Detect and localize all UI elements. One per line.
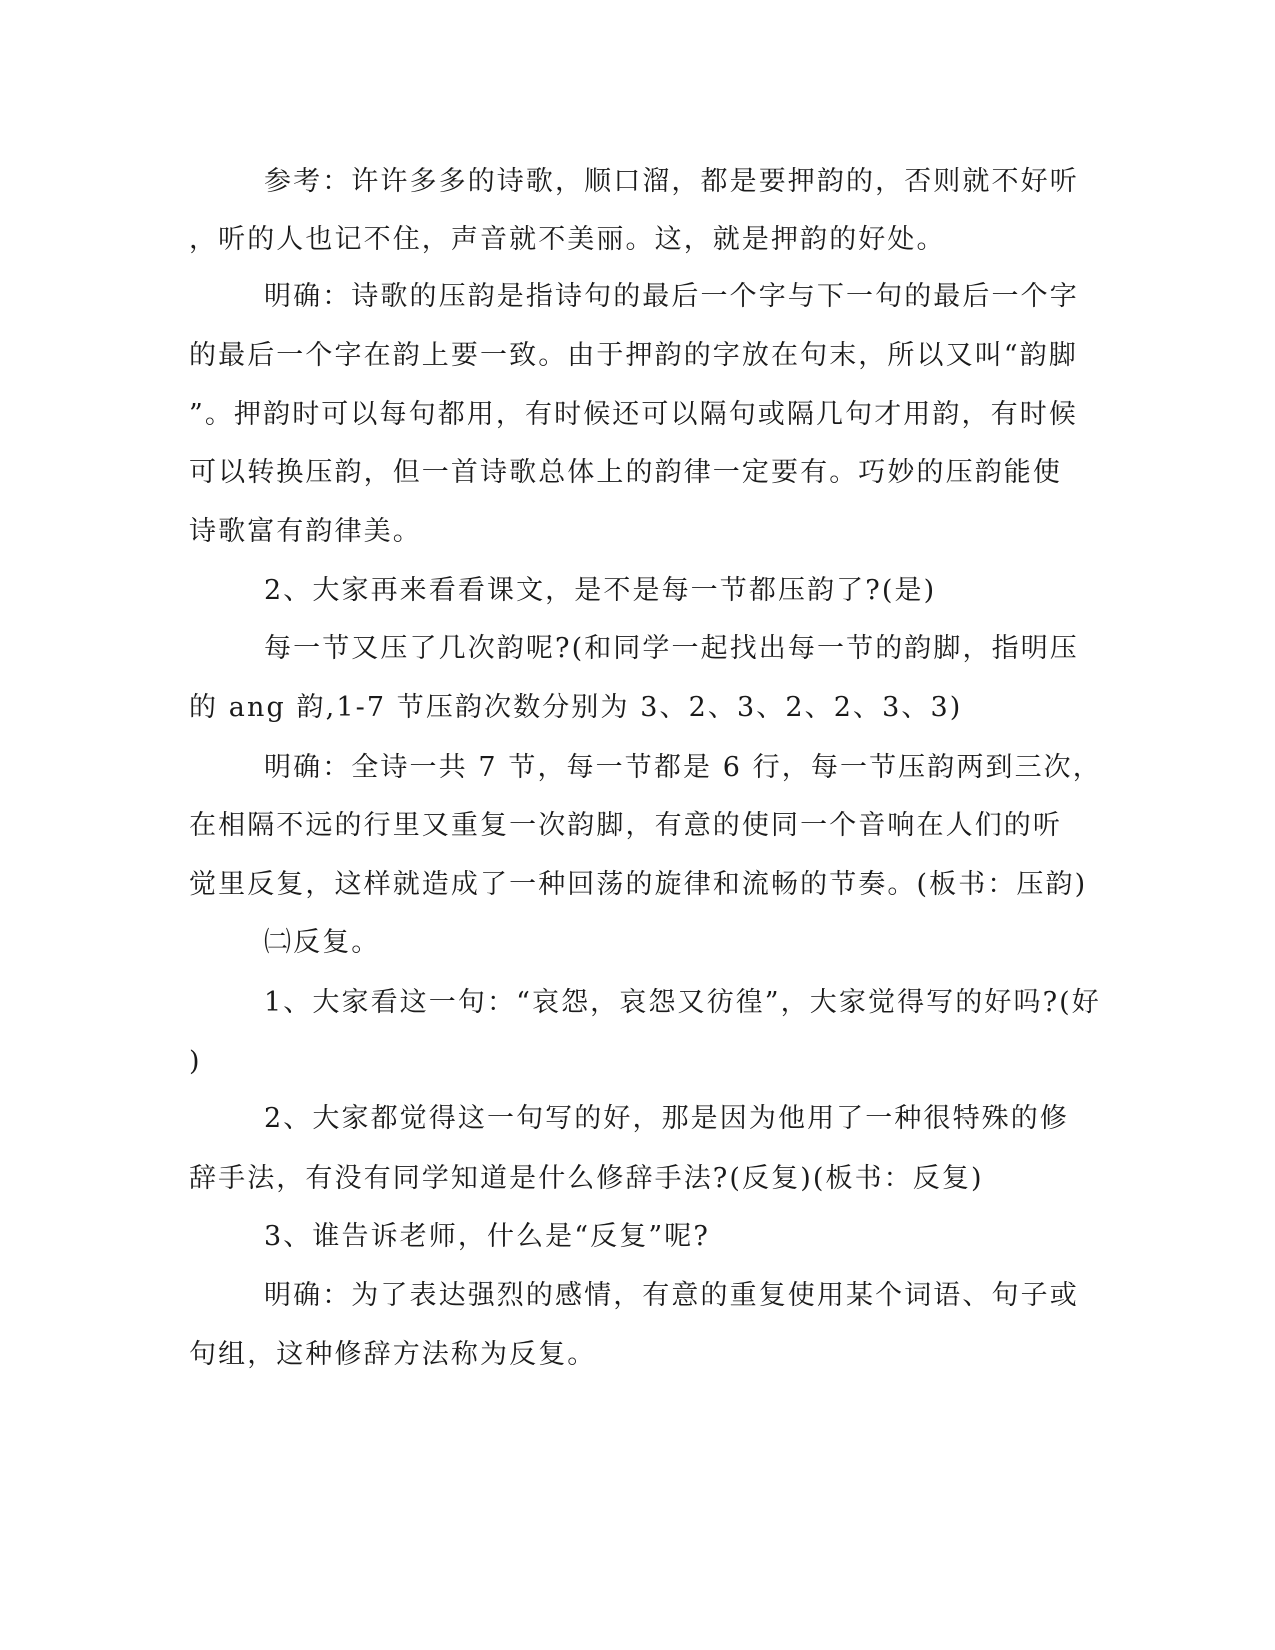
text-line: 觉里反复，这样就造成了一种回荡的旋律和流畅的节奏。(板书：压韵) [189, 869, 1088, 900]
text-line: 句组，这种修辞方法称为反复。 [189, 1339, 597, 1370]
text-line: 参考：许许多多的诗歌，顺口溜，都是要押韵的，否则就不好听 [264, 166, 1079, 197]
text-line: 每一节又压了几次韵呢?(和同学一起找出每一节的韵脚，指明压 [264, 633, 1079, 664]
text-line: ) [189, 1046, 202, 1077]
text-line: 的最后一个字在韵上要一致。由于押韵的字放在句末，所以又叫“韵脚 [189, 340, 1078, 371]
text-line: 2、大家再来看看课文，是不是每一节都压韵了?(是) [264, 575, 937, 606]
text-line: 明确：诗歌的压韵是指诗句的最后一个字与下一句的最后一个字 [264, 281, 1079, 312]
text-line: 的 ang 韵,1-7 节压韵次数分别为 3、2、3、2、2、3、3) [189, 692, 963, 723]
text-line: 在相隔不远的行里又重复一次韵脚，有意的使同一个音响在人们的听 [189, 810, 1062, 841]
text-line: 辞手法，有没有同学知道是什么修辞手法?(反复)(板书：反复) [189, 1163, 984, 1194]
text-line: 明确：全诗一共 7 节，每一节都是 6 行，每一节压韵两到三次， [264, 752, 1102, 783]
text-line: 可以转换压韵，但一首诗歌总体上的韵律一定要有。巧妙的压韵能使 [189, 457, 1062, 488]
text-line: 1、大家看这一句：“哀怨，哀怨又彷徨”，大家觉得写的好吗?(好 [264, 987, 1101, 1018]
text-line: 3、谁告诉老师，什么是“反复”呢? [264, 1221, 710, 1252]
text-line: ㈡反复。 [264, 927, 381, 958]
text-line: ，听的人也记不住，声音就不美丽。这，就是押韵的好处。 [189, 224, 946, 255]
text-line: 诗歌富有韵律美。 [189, 516, 422, 547]
text-line: 明确：为了表达强烈的感情，有意的重复使用某个词语、句子或 [264, 1280, 1079, 1311]
text-line: 2、大家都觉得这一句写的好，那是因为他用了一种很特殊的修 [264, 1103, 1069, 1134]
text-line: ”。押韵时可以每句都用，有时候还可以隔句或隔几句才用韵，有时候 [189, 399, 1078, 430]
